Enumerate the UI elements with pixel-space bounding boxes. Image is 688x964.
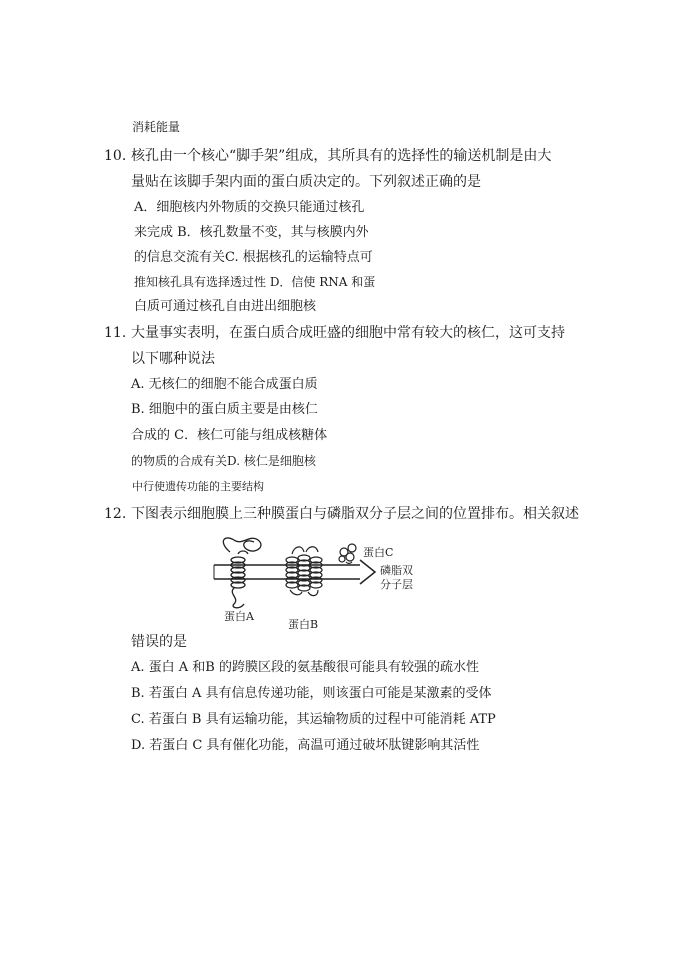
question-11-stem-line2: 以下哪种说法: [131, 351, 215, 367]
question-12-option-a: A. 蛋白 A 和B 的跨膜区段的氨基酸很可能具有较强的疏水性: [131, 660, 479, 675]
question-12-stem-line2: 错误的是: [131, 634, 187, 650]
question-10-option-line: A．细胞核内外物质的交换只能通过核孔: [134, 200, 365, 215]
question-11-option-line: A. 无核仁的细胞不能合成蛋白质: [131, 377, 318, 392]
question-number-12: 12.: [104, 506, 127, 522]
question-11-option-line: 的物质的合成有关D. 核仁是细胞核: [131, 454, 316, 468]
question-10-stem-line1: 核孔由一个核心“脚手架”组成，其所具有的选择性的输送机制是由大: [131, 148, 552, 164]
protein-b: [286, 547, 322, 596]
label-protein-a: 蛋白A: [224, 610, 254, 623]
question-11-stem-line1: 大量事实表明，在蛋白质合成旺盛的细胞中常有较大的核仁，这可支持: [131, 325, 565, 341]
protein-a: [223, 538, 261, 608]
question-11-option-line: 中行使遗传功能的主要结构: [132, 480, 264, 493]
question-10-option-line: 推知核孔具有选择透过性 D．信使 RNA 和蛋: [134, 275, 376, 289]
label-bilayer-line1: 磷脂双: [380, 564, 413, 577]
question-12-option-d: D. 若蛋白 C 具有催化功能，高温可通过破坏肽键影响其活性: [131, 738, 480, 753]
label-protein-b: 蛋白B: [288, 618, 319, 631]
label-protein-c: 蛋白C: [363, 546, 394, 559]
question-12-stem-line1: 下图表示细胞膜上三种膜蛋白与磷脂双分子层之间的位置排布。相关叙述: [131, 506, 579, 522]
question-11-option-line: 合成的 C．核仁可能与组成核糖体: [131, 428, 328, 443]
question-number-10: 10.: [104, 148, 127, 164]
question-11-option-line: B. 细胞中的蛋白质主要是由核仁: [131, 402, 318, 417]
protein-c: [339, 544, 356, 564]
membrane-protein-figure: [210, 532, 470, 632]
question-10-stem-line2: 量贴在该脚手架内面的蛋白质决定的。下列叙述正确的是: [131, 174, 481, 190]
text-line: 消耗能量: [132, 120, 181, 134]
question-12-option-b: B. 若蛋白 A 具有信息传递功能，则该蛋白可能是某激素的受体: [131, 686, 492, 701]
question-12-option-c: C. 若蛋白 B 具有运输功能，其运输物质的过程中可能消耗 ATP: [131, 712, 496, 727]
question-10-option-line: 的信息交流有关C. 根据核孔的运输特点可: [134, 250, 373, 265]
question-10-option-line: 白质可通过核孔自由进出细胞核: [134, 299, 317, 314]
label-bilayer-line2: 分子层: [380, 578, 413, 591]
question-number-11: 11.: [104, 325, 127, 341]
question-10-option-line: 来完成 B．核孔数量不变，其与核膜内外: [134, 225, 369, 240]
